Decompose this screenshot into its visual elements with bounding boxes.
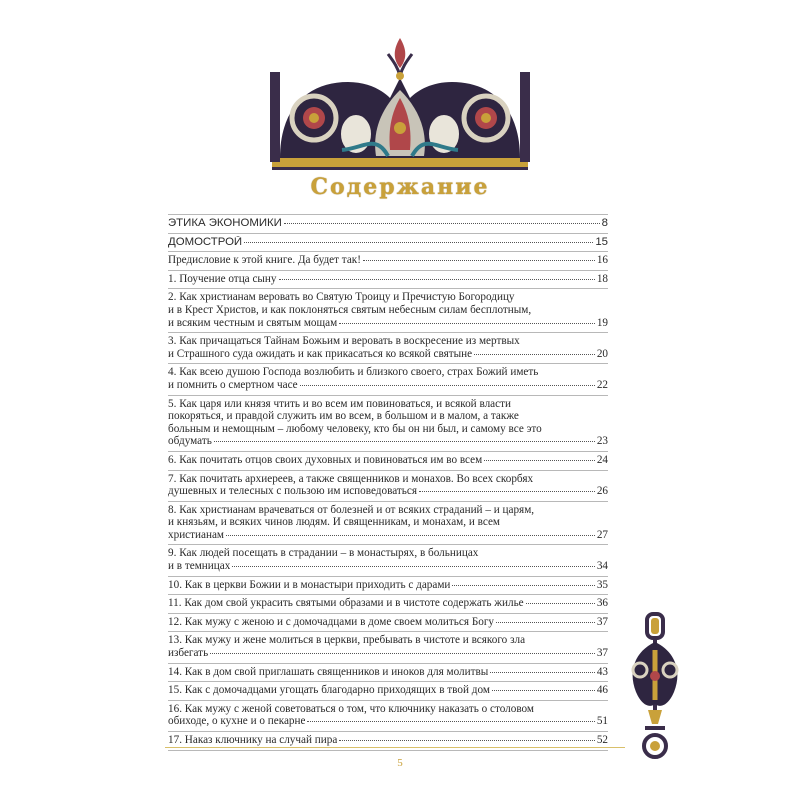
toc-dot-leader (452, 585, 594, 586)
toc-entry-line (168, 317, 608, 330)
toc-entry-title: и в темницах (168, 560, 231, 573)
toc-entry-title: 13. Как мужу и жене молиться в церкви, пребывать в чистоте и всякого зла (168, 634, 526, 647)
toc-page-number: 24 (596, 453, 608, 466)
toc-entry-line (168, 236, 608, 249)
toc-page-number: 52 (596, 734, 608, 746)
toc-entry-title: 17. Наказ ключнику на случай пира (168, 734, 338, 746)
toc-entry[interactable] (168, 470, 608, 501)
toc-entry[interactable] (168, 501, 608, 545)
toc-entry-line (168, 335, 608, 348)
toc-entry-line (168, 703, 608, 716)
toc-page-number: 26 (596, 485, 608, 498)
toc-page-number: 18 (596, 272, 608, 285)
toc-page-number: 22 (596, 378, 608, 391)
toc-entry-title: и в Крест Христов, и как поклоняться святым небесным силам бесплотным, (168, 303, 532, 316)
toc-entry-line (168, 304, 608, 317)
toc-entry-line (168, 273, 608, 286)
toc-page-number: 37 (596, 615, 608, 628)
toc-entry[interactable] (168, 270, 608, 289)
footer-rule (165, 747, 625, 748)
toc-entry-title: 1. Поучение отца сыну (168, 272, 277, 285)
toc-page-number: 8 (601, 217, 608, 229)
toc-entry-title: 4. Как всею душою Господа возлюбить и близкого своего, страх Божий иметь (168, 366, 539, 379)
toc-dot-leader (363, 260, 595, 261)
toc-dot-leader (214, 441, 595, 442)
toc-page-number: 34 (596, 560, 608, 573)
toc-page-number: 36 (596, 597, 608, 610)
toc-entry-line (168, 597, 608, 610)
toc-dot-leader (279, 279, 595, 280)
toc-page-number: 35 (596, 578, 608, 591)
toc-entry-title: 5. Как царя или князя чтить и во всем им повиноваться, и всякой власти (168, 397, 511, 410)
toc-entry-title: больным и немощным – любому человеку, кто бы он ни был, и самому все это (168, 422, 542, 435)
toc-entry-line (168, 379, 608, 392)
page-number: 5 (397, 757, 403, 769)
toc-entry-line (168, 504, 608, 517)
toc-entry-title: и князьям, и всяких чинов людям. И священникам, и монахам, и всем (168, 516, 500, 529)
toc-page-number: 15 (595, 235, 608, 248)
toc-entry-line (168, 666, 608, 679)
toc-entry-title: 12. Как мужу с женою и с домочадцами в доме своем молиться Богу (168, 615, 495, 628)
toc-entry-title: 11. Как дом свой украсить святыми образами и в чистоте содержать жилье (168, 597, 524, 610)
toc-entry-line (168, 684, 608, 697)
toc-entry-line (168, 217, 608, 230)
toc-entry-line (168, 516, 608, 529)
toc-entry-line (168, 647, 608, 660)
toc-entry-line (168, 473, 608, 486)
toc-entry[interactable] (168, 631, 608, 662)
toc-page-number: 16 (596, 254, 608, 267)
toc-entry-line (168, 734, 608, 747)
toc-page-number: 37 (596, 647, 608, 660)
toc-entry[interactable] (168, 363, 608, 394)
toc-entry-title: 2. Как христианам веровать во Святую Троицу и Пречистую Богородицу (168, 291, 515, 304)
toc-entry-title: ЭТИКА ЭКОНОМИКИ (168, 217, 282, 229)
toc-entry-title: 3. Как причащаться Тайнам Божьим и веровать в воскресение из мертвых (168, 335, 520, 348)
toc-dot-leader (339, 740, 595, 741)
toc-entry-title: ДОМОСТРОЙ (168, 235, 243, 248)
toc-entry[interactable] (168, 251, 608, 270)
toc-entry[interactable] (168, 288, 608, 332)
toc-entry-title: и Страшного суда ожидать и как прикасаться ко всякой святыне (168, 347, 473, 360)
toc-dot-leader (307, 721, 594, 722)
toc-entry-title: и всяким честным и святым мощам (168, 316, 338, 329)
toc-entry-title: 15. Как с домочадцами угощать благодарно приходящих в твой дом (168, 684, 490, 697)
toc-entry-line (168, 715, 608, 728)
toc-entry-line (168, 254, 608, 267)
toc-entry-line (168, 547, 608, 560)
toc-dot-leader (244, 242, 593, 243)
toc-entry-line (168, 348, 608, 361)
toc-entry-title: 6. Как почитать отцов своих духовных и повиноваться им во всем (168, 453, 483, 466)
toc-page-number: 27 (596, 528, 608, 541)
toc-dot-leader (526, 603, 595, 604)
toc-entry[interactable] (168, 576, 608, 595)
toc-dot-leader (492, 690, 595, 691)
toc-entry-line (168, 366, 608, 379)
ornamental-headpiece-icon (268, 38, 532, 174)
toc-dot-leader (300, 385, 595, 386)
toc-entry[interactable] (168, 233, 608, 252)
toc-page-number: 51 (596, 715, 608, 728)
toc-entry[interactable] (168, 332, 608, 363)
toc-entry-line (168, 616, 608, 629)
toc-dot-leader (284, 223, 600, 224)
toc-entry-line (168, 410, 608, 423)
toc-entry-title: 7. Как почитать архиереев, а также священников и монахов. Во всех скорбях (168, 472, 534, 485)
toc-entry-title: и помнить о смертном часе (168, 378, 298, 391)
toc-page-number: 20 (596, 347, 608, 360)
toc-dot-leader (496, 622, 595, 623)
toc-entry-line (168, 485, 608, 498)
toc-entry-line (168, 398, 608, 411)
toc-entry-title: христианам (168, 528, 225, 541)
toc-entry[interactable] (168, 594, 608, 613)
toc-entry[interactable] (168, 451, 608, 470)
toc-entry-title: обиходе, о кухне и о пекарне (168, 715, 306, 728)
toc-entry-title: Предисловие к этой книге. Да будет так! (168, 254, 361, 267)
toc-entry-title: 9. Как людей посещать в страдании – в монастырях, в больницах (168, 547, 479, 560)
ornamental-clasp-icon (626, 612, 684, 762)
toc-dot-leader (484, 460, 595, 461)
toc-entry-line (168, 435, 608, 448)
toc-dot-leader (474, 354, 595, 355)
toc-page-number: 46 (596, 684, 608, 697)
toc-entry-title: 16. Как мужу с женой советоваться о том, что ключнику наказать о столовом (168, 702, 535, 715)
toc-entry-line (168, 454, 608, 467)
toc-entry-line (168, 423, 608, 436)
toc-entry-line (168, 560, 608, 573)
toc-dot-leader (339, 323, 595, 324)
toc-dot-leader (490, 672, 595, 673)
toc-entry-title: покоряться, и правдой служить им во всем, в большом и в малом, а также (168, 410, 519, 423)
toc-dot-leader (232, 566, 594, 567)
toc-entry-line (168, 579, 608, 592)
contents-heading: Содержание (310, 174, 490, 200)
toc-dot-leader (226, 535, 595, 536)
toc-entry[interactable] (168, 681, 608, 700)
toc-entry-line (168, 634, 608, 647)
toc-dot-leader (419, 491, 595, 492)
table-of-contents (168, 214, 608, 751)
toc-dot-leader (210, 653, 595, 654)
toc-page-number: 19 (596, 316, 608, 329)
toc-entry[interactable] (168, 544, 608, 575)
toc-entry-title: избегать (168, 647, 209, 660)
toc-page-number: 23 (596, 435, 608, 448)
toc-entry[interactable] (168, 700, 608, 731)
toc-entry[interactable] (168, 613, 608, 632)
toc-entry-line (168, 291, 608, 304)
toc-entry-title: душевных и телесных с пользою им исповедоваться (168, 485, 417, 498)
toc-entry[interactable] (168, 663, 608, 682)
toc-entry[interactable] (168, 395, 608, 451)
toc-entry-line (168, 529, 608, 542)
toc-entry-title: 10. Как в церкви Божии и в монастыри приходить с дарами (168, 578, 451, 591)
toc-entry-title: 14. Как в дом свой приглашать священников и иноков для молитвы (168, 665, 489, 678)
toc-entry-title: обдумать (168, 435, 212, 448)
toc-page-number: 43 (596, 665, 608, 678)
toc-entry-title: 8. Как христианам врачеваться от болезней и от всяких страданий – и царям, (168, 503, 535, 516)
toc-entry[interactable] (168, 214, 608, 233)
